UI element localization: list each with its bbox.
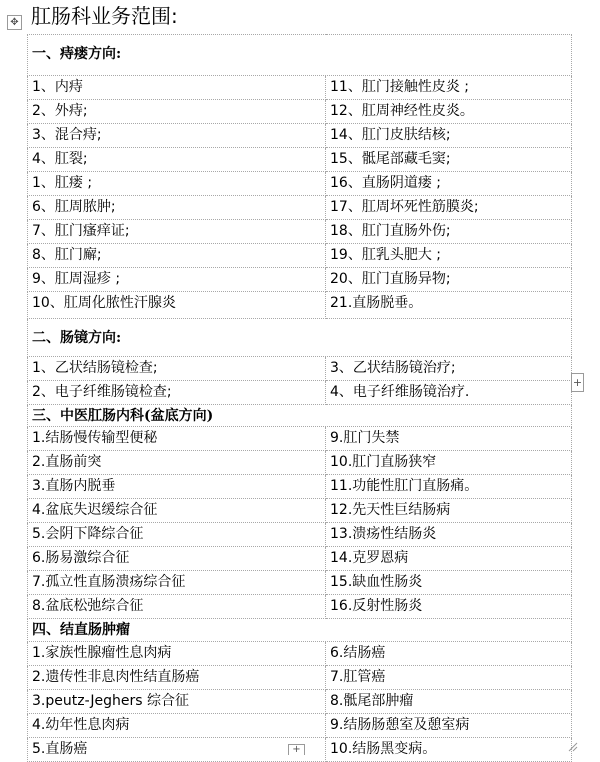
table-cell: 7、肛门瘙痒证; [28, 220, 326, 244]
table-cell: 9.肛门失禁 [326, 427, 572, 451]
table-cell: 1、乙状结肠镜检查; [28, 357, 326, 381]
section-heading: 三、中医肛肠内科(盆底方向) [28, 405, 572, 427]
table-cell: 1.家族性腺瘤性息肉病 [28, 642, 326, 666]
table-row [28, 148, 572, 172]
table-row [28, 475, 572, 499]
table-cell: 12.先天性巨结肠病 [326, 499, 572, 523]
document-title: 肛肠科业务范围: [31, 4, 178, 28]
table-cell: 17、肛周坏死性筋膜炎; [326, 196, 572, 220]
add-column-icon[interactable]: + [571, 373, 584, 392]
section-heading-row [28, 405, 572, 427]
table-cell: 18、肛门直肠外伤; [326, 220, 572, 244]
table-cell: 15.缺血性肠炎 [326, 571, 572, 595]
table-cell: 19、肛乳头肥大 ; [326, 244, 572, 268]
table-move-handle-icon[interactable]: ✥ [7, 15, 22, 30]
table-cell: 8.骶尾部肿瘤 [326, 690, 572, 714]
table-row [28, 381, 572, 405]
table-row [28, 76, 572, 100]
table-cell: 7.孤立性直肠溃疡综合征 [28, 571, 326, 595]
table-cell: 4.盆底失迟缓综合征 [28, 499, 326, 523]
table-cell: 3、混合痔; [28, 124, 326, 148]
section-heading: 二、肠镜方向: [28, 319, 572, 357]
table-cell: 6、肛周脓肿; [28, 196, 326, 220]
table-cell: 14、肛门皮肤结核; [326, 124, 572, 148]
table-row [28, 172, 572, 196]
table-cell: 13.溃疡性结肠炎 [326, 523, 572, 547]
table-row [28, 268, 572, 292]
table-row [28, 642, 572, 666]
table-row [28, 427, 572, 451]
table-row [28, 547, 572, 571]
section-heading-row [28, 619, 572, 642]
table-row [28, 451, 572, 475]
table-cell: 4.幼年性息肉病 [28, 714, 326, 738]
table-cell: 2、电子纤维肠镜检查; [28, 381, 326, 405]
table-row [28, 196, 572, 220]
table-cell: 14.克罗恩病 [326, 547, 572, 571]
section-heading: 一、痔瘘方向: [28, 35, 572, 76]
table-cell: 3、乙状结肠镜治疗; [326, 357, 572, 381]
table-row [28, 124, 572, 148]
table-cell: 3.直肠内脱垂 [28, 475, 326, 499]
section-heading: 四、结直肠肿瘤 [28, 619, 572, 642]
table-cell: 5.直肠癌 [28, 738, 326, 762]
table-row [28, 100, 572, 124]
table-cell: 7.肛管癌 [326, 666, 572, 690]
table-cell: 11.功能性肛门直肠痛。 [326, 475, 572, 499]
table-row [28, 523, 572, 547]
table-row [28, 714, 572, 738]
table-cell: 6.结肠癌 [326, 642, 572, 666]
table-cell: 8、肛门廨; [28, 244, 326, 268]
table-cell: 9、肛周湿疹 ; [28, 268, 326, 292]
table-cell: 20、肛门直肠异物; [326, 268, 572, 292]
section-heading-row [28, 35, 572, 76]
table-cell: 16、直肠阴道瘘 ; [326, 172, 572, 196]
table-cell: 16.反射性肠炎 [326, 595, 572, 619]
table-cell: 1.结肠慢传输型便秘 [28, 427, 326, 451]
table-row [28, 666, 572, 690]
table-cell: 21.直肠脱垂。 [326, 292, 572, 319]
table-row [28, 595, 572, 619]
table-row [28, 571, 572, 595]
table-cell: 4、肛裂; [28, 148, 326, 172]
table-resize-handle-icon[interactable] [568, 742, 578, 752]
table-cell: 2.直肠前突 [28, 451, 326, 475]
table-cell: 10、肛周化脓性汗腺炎 [28, 292, 326, 319]
table-cell: 1、内痔 [28, 76, 326, 100]
table-cell: 6.肠易激综合征 [28, 547, 326, 571]
table-row [28, 244, 572, 268]
table-cell: 10.肛门直肠狭窄 [326, 451, 572, 475]
table-cell: 12、肛周神经性皮炎。 [326, 100, 572, 124]
table-cell: 10.结肠黑变病。 [326, 738, 572, 762]
table-cell: 5.会阴下降综合征 [28, 523, 326, 547]
table-row [28, 690, 572, 714]
table-row [28, 357, 572, 381]
add-row-icon[interactable]: + [288, 744, 305, 755]
section-heading-row [28, 319, 572, 357]
table-cell: 1、肛瘘 ; [28, 172, 326, 196]
table-cell: 15、骶尾部藏毛窦; [326, 148, 572, 172]
table-cell: 11、肛门接触性皮炎 ; [326, 76, 572, 100]
table-cell: 2.遗传性非息肉性结直肠癌 [28, 666, 326, 690]
table-cell: 8.盆底松弛综合征 [28, 595, 326, 619]
table-cell: 2、外痔; [28, 100, 326, 124]
table-row [28, 292, 572, 319]
table-row [28, 220, 572, 244]
table-cell: 3.peutz-Jeghers 综合征 [28, 690, 326, 714]
scope-table [27, 34, 572, 762]
table-row [28, 499, 572, 523]
table-cell: 4、电子纤维肠镜治疗. [326, 381, 572, 405]
table-cell: 9.结肠肠憩室及憩室病 [326, 714, 572, 738]
